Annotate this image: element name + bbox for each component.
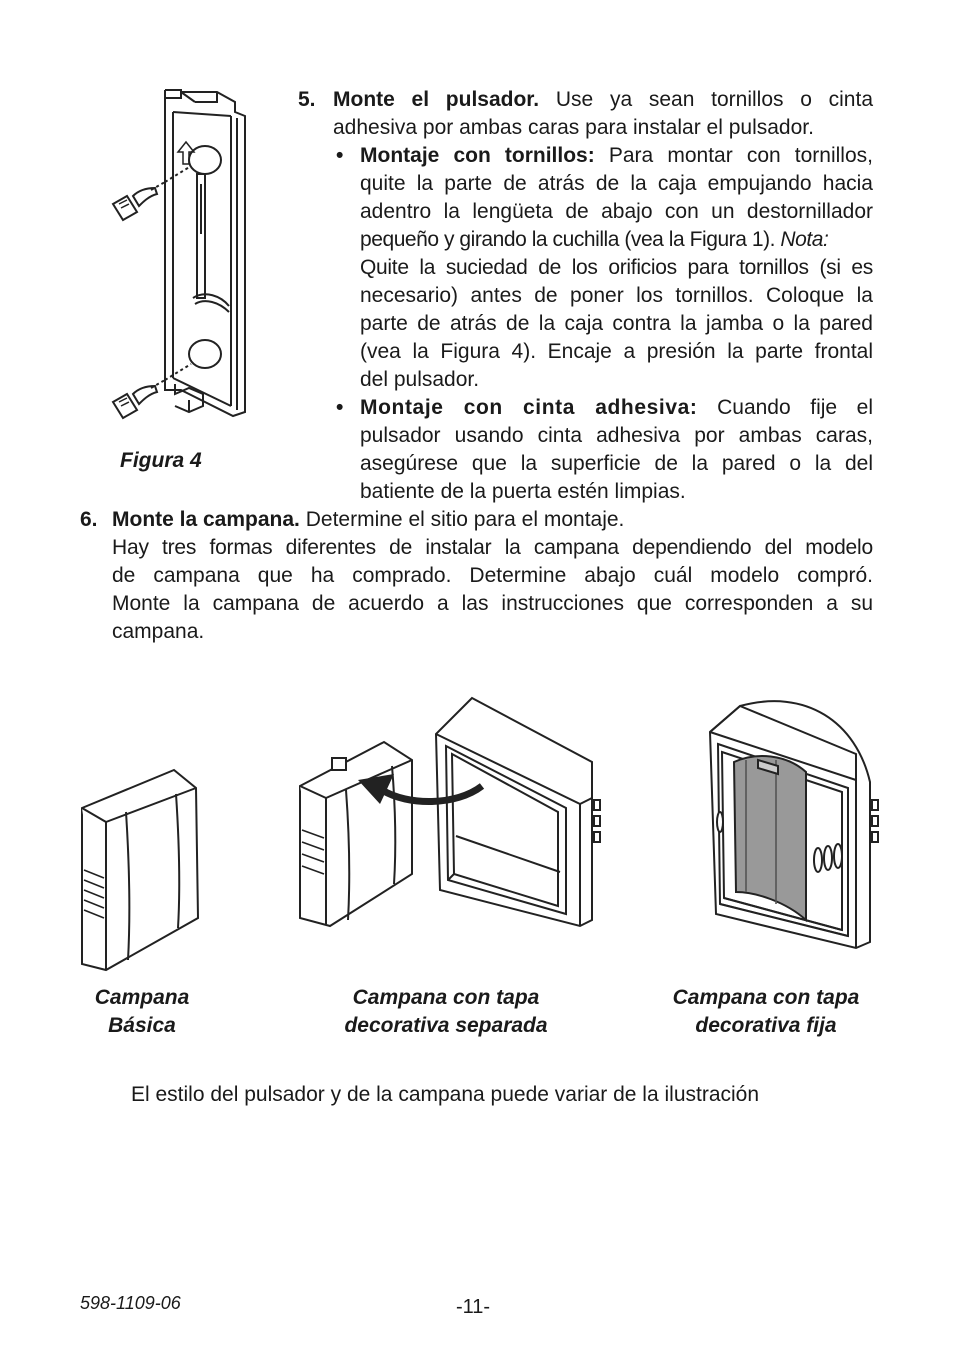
bullet-1-marker: • xyxy=(336,144,344,167)
illustration-note: El estilo del pulsador y de la campana puede variar de la ilustración xyxy=(131,1083,760,1106)
chime-caption-basic xyxy=(62,984,222,1040)
chime-caption-separate-line-1: Campana con tapa xyxy=(352,986,540,1009)
step-5-heading: Monte el pulsador. xyxy=(333,88,540,111)
page-number: -11- xyxy=(456,1296,491,1318)
fixed-cover-chime-illustration xyxy=(706,692,886,952)
figure-4-illustration xyxy=(95,84,255,424)
chime-caption-separate-cover xyxy=(316,984,576,1040)
bullet-1-line-5: Quite la suciedad de los orificios para tornillos (si es xyxy=(360,256,873,279)
chime-caption-fixed-line-1: Campana con tapa xyxy=(672,986,860,1009)
chime-caption-fixed-cover xyxy=(646,984,886,1040)
bullet-2-text: Cuando fije el xyxy=(717,396,874,419)
step-5-number: 5. xyxy=(298,88,316,111)
bullet-1-line-4-text: pequeño y girando la cuchilla (vea la Figura 1). xyxy=(360,228,775,251)
note-label: Nota: xyxy=(780,228,829,251)
bullet-2-marker: • xyxy=(336,396,344,419)
separate-cover-chime-illustration xyxy=(296,694,606,944)
bullet-1-line-1 xyxy=(360,142,873,170)
chime-caption-basic-line-1: Campana xyxy=(94,986,190,1009)
step-6-text: Determine el sitio para el montaje. xyxy=(305,508,625,531)
bullet-2-line-4: batiente de la puerta estén limpias. xyxy=(360,480,686,503)
step-6-heading: Monte la campana. xyxy=(112,508,300,531)
chime-caption-separate-line-2: decorativa separada xyxy=(344,1014,548,1037)
bullet-1-line-2: quite la parte de atrás de la caja empujando hacia xyxy=(360,172,873,195)
step-6-line-5: campana. xyxy=(112,620,205,643)
figure-4-caption: Figura 4 xyxy=(120,449,202,472)
step-5-intro: Use ya sean tornillos o cinta xyxy=(555,88,873,111)
bullet-1-line-7: parte de atrás de la caja contra la jamba o la pared xyxy=(360,312,873,335)
step-6-line-1 xyxy=(112,506,873,534)
step-6-line-3: de campana que ha comprado. Determine abajo cuál modelo compró. xyxy=(112,564,873,587)
basic-chime-illustration xyxy=(78,764,208,974)
bullet-2-line-1 xyxy=(360,394,873,422)
step-6-line-4: Monte la campana de acuerdo a las instrucciones que corresponden a su xyxy=(112,592,873,615)
bullet-1-text: Para montar con tornillos, xyxy=(608,144,873,167)
step-5-line-1 xyxy=(333,86,873,114)
chime-caption-fixed-line-2: decorativa fija xyxy=(695,1014,837,1037)
step-5-line-2: adhesiva por ambas caras para instalar el pulsador. xyxy=(333,116,814,139)
bullet-1-heading: Montaje con tornillos: xyxy=(360,144,595,167)
document-number: 598-1109-06 xyxy=(80,1293,181,1313)
bullet-1-line-6: necesario) antes de poner los tornillos. Coloque la xyxy=(360,284,873,307)
bullet-2-line-2: pulsador usando cinta adhesiva por ambas caras, xyxy=(360,424,873,447)
bullet-1-line-8: (vea la Figura 4). Encaje a presión la parte frontal xyxy=(360,340,873,363)
step-6-line-2: Hay tres formas diferentes de instalar la campana dependiendo del modelo xyxy=(112,536,873,559)
bullet-2-heading: Montaje con cinta adhesiva: xyxy=(360,396,698,419)
bullet-2-line-3: asegúrese que la superficie de la pared o la del xyxy=(360,452,873,475)
chime-caption-basic-line-2: Básica xyxy=(108,1014,176,1037)
bullet-1-line-9: del pulsador. xyxy=(360,368,480,391)
bullet-1-line-4 xyxy=(360,226,873,254)
bullet-1-line-3: adentro la lengüeta de abajo con un destornillador xyxy=(360,200,873,223)
step-6-number: 6. xyxy=(80,508,98,531)
